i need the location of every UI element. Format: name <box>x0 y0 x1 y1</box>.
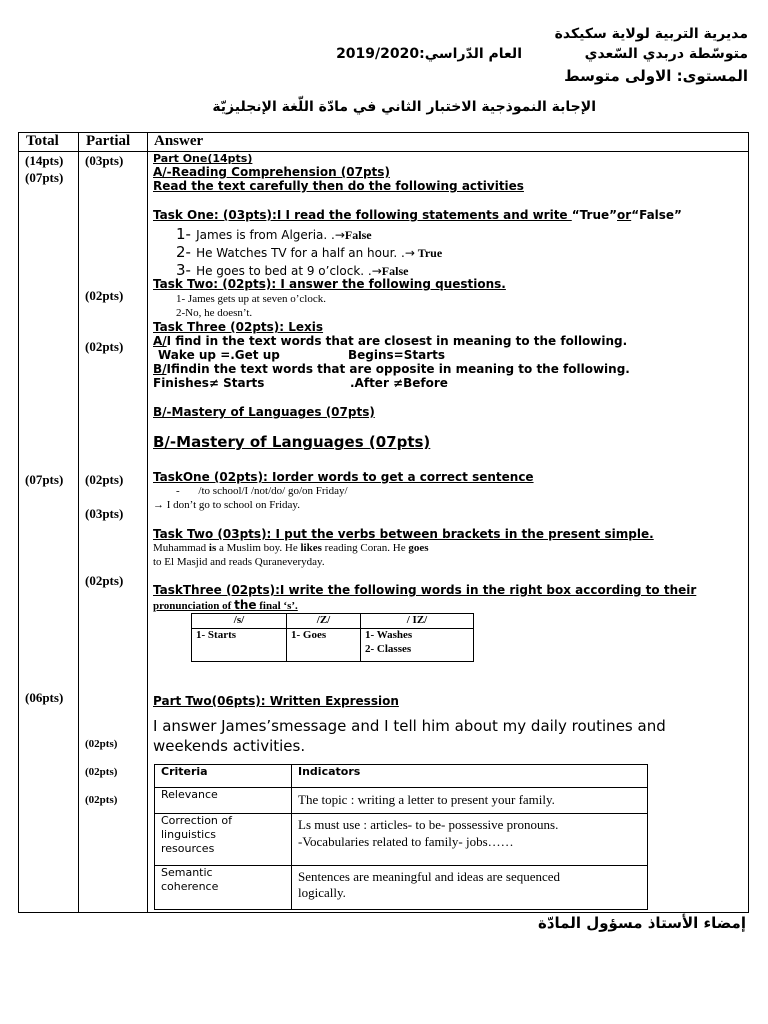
synonym-pair: Begins=Starts <box>348 348 446 362</box>
synonym-pair: Wake up =.Get up <box>158 348 280 362</box>
criteria-text: Relevance <box>161 788 218 801</box>
partial-b-task-three: (02pts) <box>85 573 124 588</box>
task-one-heading <box>153 208 682 222</box>
partial-b-task-one: (02pts) <box>85 472 124 487</box>
task-three-a-label: A/ <box>153 334 167 348</box>
column-header-iz: / IZ/ <box>361 614 474 629</box>
criteria-cell <box>155 788 292 814</box>
word-entry: 2- Classes <box>365 643 412 655</box>
reading-instruction: Read the text carefully then do the following activities <box>153 179 524 193</box>
partial-correction: (02pts) <box>85 766 118 778</box>
b-task-two-line <box>153 542 429 554</box>
item-number: 3- <box>176 261 191 279</box>
indicators-cell <box>292 788 648 814</box>
column-header-s: /s/ <box>192 614 287 629</box>
table-left-border <box>18 132 19 913</box>
partial-coherence: (02pts) <box>85 794 118 806</box>
table-header-border <box>18 151 749 152</box>
task-one-heading-or: or <box>617 208 632 222</box>
b-task-two-heading: Task Two (03pts): I put the verbs between brackets in the present simple. <box>153 527 654 541</box>
pronunciation-table <box>191 613 474 662</box>
item-statement: He goes to bed at 9 o’clock. . <box>196 264 372 278</box>
criteria-cell <box>155 814 292 866</box>
b-task-two-line <box>153 556 325 568</box>
arrow-icon: → <box>153 499 164 511</box>
criteria-header: Criteria <box>155 765 292 788</box>
level-label: المستوى: الاولى متوسط <box>564 67 748 85</box>
column-header-z: /Z/ <box>287 614 361 629</box>
table-cell <box>287 629 361 662</box>
antonym-pair: .After ≠Before <box>350 376 448 390</box>
bullet: - <box>176 485 180 497</box>
subheading-text: pronunciation of <box>153 600 235 612</box>
task-one-item <box>176 242 442 261</box>
indicators-header: Indicators <box>292 765 648 788</box>
scrambled-words: /to school/I /not/do/ go/on Friday/ <box>198 485 348 497</box>
indicator-text: Ls must use : articles- to be- possessive pronouns. <box>298 817 559 832</box>
partial-task-three: (02pts) <box>85 339 124 354</box>
indicator-text: logically. <box>298 885 346 900</box>
writing-prompt-line: weekends activities. <box>153 737 306 755</box>
task-one-heading-text: Task One: (03pts):I I read the following statements and write <box>153 208 572 222</box>
school-name: متوسّطة دربدي السّعدي <box>584 46 748 62</box>
b-task-one-heading: TaskOne (02pts): Iorder words to get a correct sentence <box>153 470 534 484</box>
sentence-text: reading Coran. He <box>321 542 409 554</box>
section-b-title-small: B/-Mastery of Languages (07pts) <box>153 405 375 419</box>
task-two-answer: 1- James gets up at seven o’clock. <box>176 293 326 305</box>
arrow-icon: → <box>334 228 345 242</box>
part-two-title: Part Two(06pts): Written Expression <box>153 694 399 708</box>
b-task-one-answer <box>153 499 300 511</box>
sentence-text: a Muslim boy. He <box>216 542 301 554</box>
subheading-the: the <box>234 598 257 612</box>
verb-answer: likes <box>300 542 322 554</box>
part-one-title: Part One(14pts) <box>153 152 253 165</box>
criteria-text: Semantic <box>161 866 213 879</box>
item-statement: He Watches TV for a half an hour. . <box>196 246 405 260</box>
section-a-title: A/-Reading Comprehension (07pts) <box>153 165 390 179</box>
sentence-text: to El Masjid and <box>153 556 229 568</box>
table-divider-2 <box>147 132 148 913</box>
verb-answer: goes <box>408 542 429 554</box>
item-answer: False <box>381 264 409 278</box>
criteria-text: linguistics <box>161 828 216 841</box>
subheading-text: final ‘s’. <box>256 600 298 612</box>
indicators-cell <box>292 814 648 866</box>
item-number: 2- <box>176 243 191 261</box>
partial-task-one: (03pts) <box>85 153 124 168</box>
word-entry: 1- Starts <box>196 629 237 641</box>
item-answer: False <box>344 228 372 242</box>
task-three-b-label: B/ <box>153 362 167 376</box>
indicators-cell <box>292 866 648 910</box>
arrow-icon: → <box>404 246 415 260</box>
writing-prompt-line: I answer James’smessage and I tell him about my daily routines and <box>153 717 666 735</box>
column-header-total: Total <box>26 133 59 149</box>
table-right-border <box>748 132 749 913</box>
task-two-answer: 2-No, he doesn’t. <box>176 307 253 319</box>
task-three-a-text: I find in the text words that are closest in meaning to the following. <box>166 334 628 348</box>
partial-relevance: (02pts) <box>85 738 118 750</box>
column-header-answer: Answer <box>154 133 204 149</box>
school-year: العام الدّراسي:2019/2020 <box>336 46 522 62</box>
table-divider-1 <box>78 132 79 913</box>
indicator-text: -Vocabularies related to family- jobs…… <box>298 834 514 849</box>
partial-task-two: (02pts) <box>85 288 124 303</box>
item-number: 1- <box>176 225 191 243</box>
partial-b-task-two: (03pts) <box>85 506 124 521</box>
sentence-text: Muhammad <box>153 542 209 554</box>
criteria-table <box>154 764 648 910</box>
criteria-text: resources <box>161 842 215 855</box>
word-entry: 1- Washes <box>365 629 413 641</box>
table-bottom-border <box>18 912 749 913</box>
task-one-heading-true: “True” <box>571 208 618 222</box>
criteria-text: coherence <box>161 880 219 893</box>
task-three-b-text: Ifindin the text words that are opposite in meaning to the following. <box>166 362 630 376</box>
sentence-text: Quraneveryday. <box>252 556 325 568</box>
table-cell <box>361 629 474 662</box>
item-statement: James is from Algeria. . <box>196 228 335 242</box>
total-section-a: (07pts) <box>25 170 64 185</box>
column-header-partial: Partial <box>86 133 131 149</box>
verb-answer: reads <box>228 556 252 568</box>
task-two-heading: Task Two: (02pts): I answer the following questions. <box>153 277 506 291</box>
section-b-title: B/-Mastery of Languages (07pts) <box>153 433 431 451</box>
directorate-label: مديرية التربية لولاية سكيكدة <box>554 26 748 42</box>
word-entry: 1- Goes <box>291 629 327 641</box>
verb-answer: is <box>208 542 217 554</box>
item-answer: True <box>414 246 443 260</box>
ordered-sentence: I don’t go to school on Friday. <box>166 499 300 511</box>
task-three-b-instruction <box>153 362 630 376</box>
indicator-text: The topic : writing a letter to present your family. <box>298 792 555 807</box>
table-cell <box>192 629 287 662</box>
b-task-three-subheading <box>153 598 298 612</box>
task-one-heading-false: “False” <box>631 208 682 222</box>
total-section-b: (07pts) <box>25 472 64 487</box>
page-title: الإجابة النموذجية الاختبار الثاني في مادّة اللّغة الإنجليزيّة <box>212 99 596 115</box>
b-task-one-words <box>176 485 348 497</box>
total-part-one: (14pts) <box>25 153 64 168</box>
indicator-text: Sentences are meaningful and ideas are sequenced <box>298 869 561 884</box>
arrow-icon: → <box>371 264 382 278</box>
criteria-text: Correction of <box>161 814 233 827</box>
total-part-two: (06pts) <box>25 690 64 705</box>
task-one-item <box>176 224 372 243</box>
b-task-three-heading: TaskThree (02pts):I write the following words in the right box according to their <box>153 583 697 597</box>
antonym-pair: Finishes≠ Starts <box>153 376 265 390</box>
teacher-signature-label: إمضاء الأستاذ مسؤول المادّة <box>537 914 746 932</box>
task-three-heading: Task Three (02pts): Lexis <box>153 320 324 334</box>
criteria-cell <box>155 866 292 910</box>
task-three-a-instruction <box>153 334 627 348</box>
